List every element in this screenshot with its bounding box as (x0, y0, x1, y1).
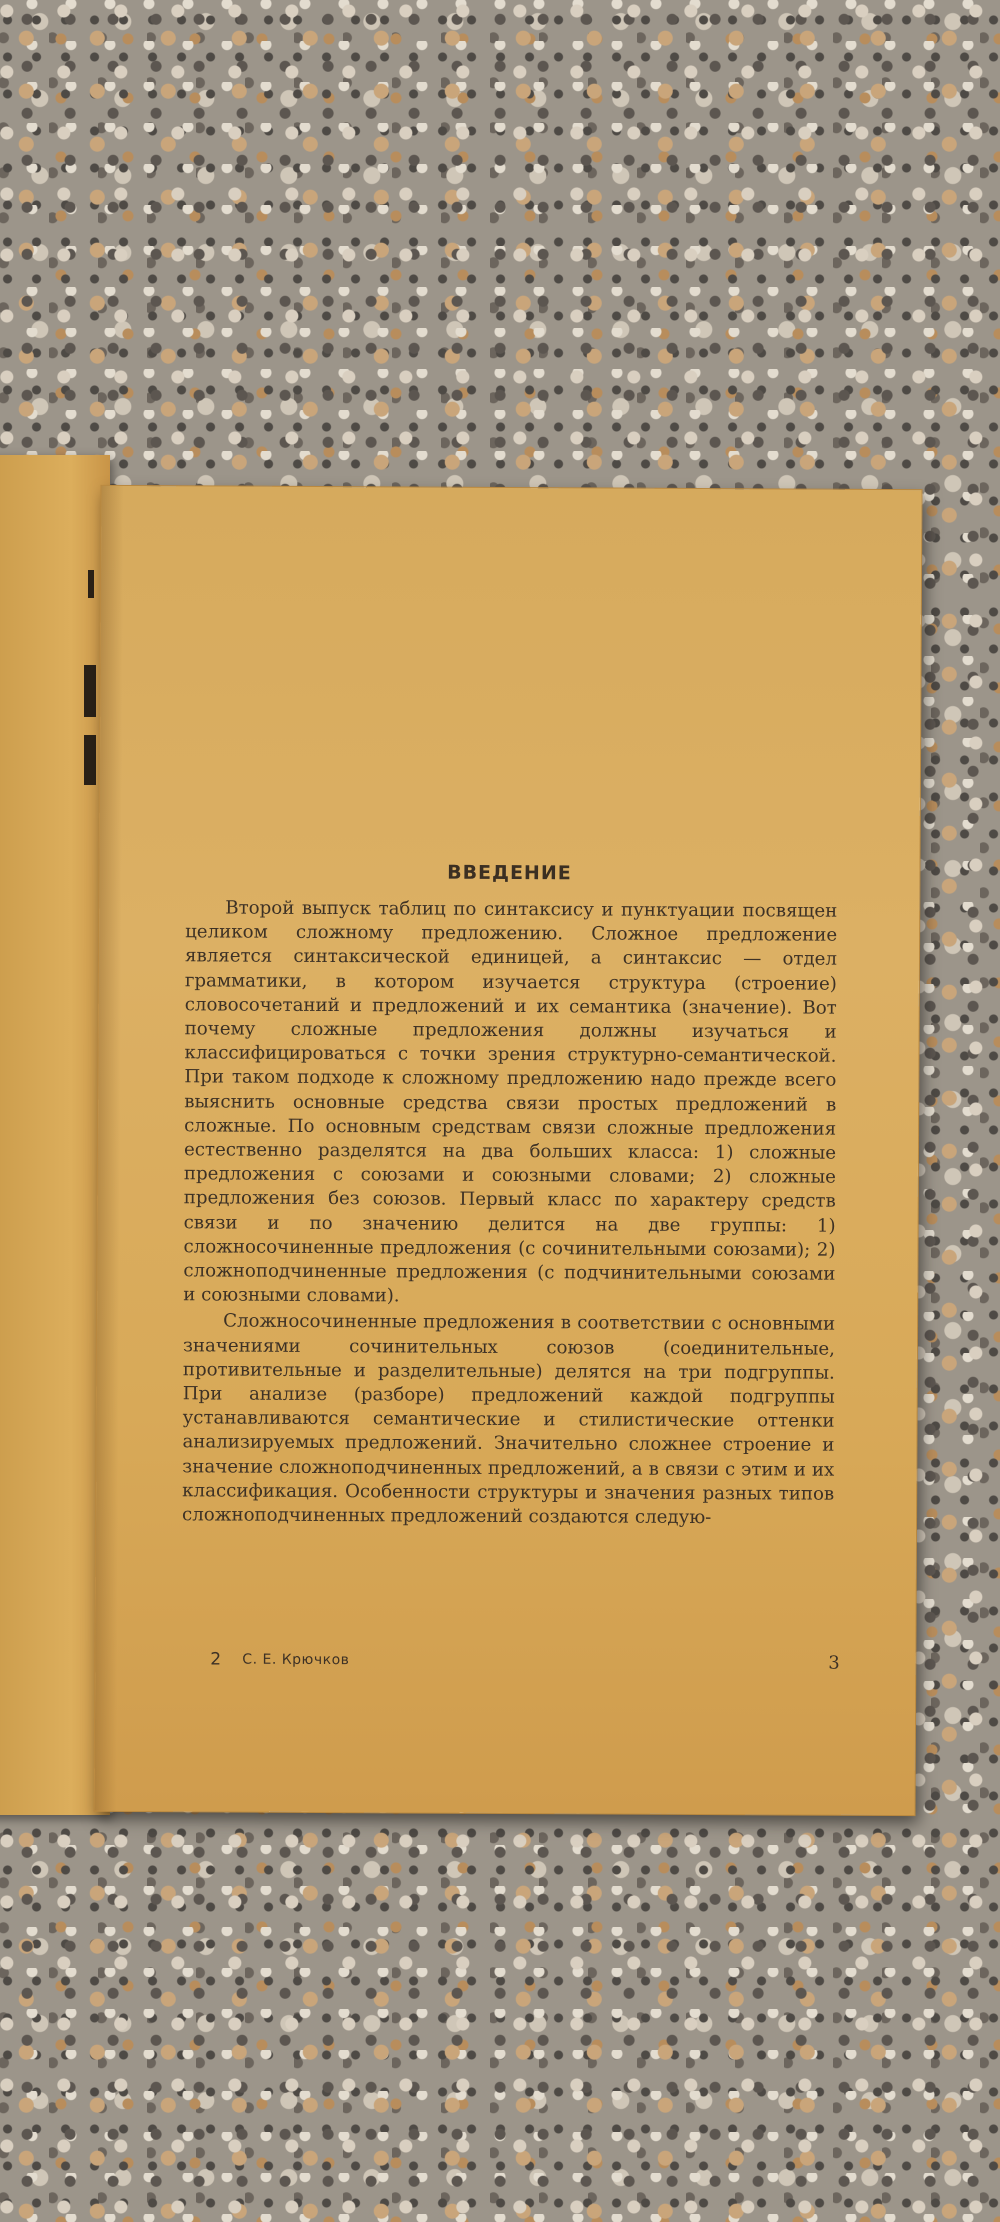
book-page (95, 486, 922, 1815)
print-mark (84, 665, 96, 717)
page-footer (95, 1649, 915, 1674)
signature-author: С. Е. Крючков (242, 1651, 350, 1669)
body-text (182, 896, 837, 1531)
previous-page-edge (0, 455, 110, 1815)
print-mark (84, 735, 96, 785)
section-title: ВВЕДЕНИЕ (447, 861, 572, 885)
paragraph-1: Второй выпуск таблиц по синтаксису и пунктуации посвящен целиком сложному предложению. Сложное предложение является синтаксической единицей, а синтаксис — отдел грамматики, в котором изучается структура (строение) словосочетаний и предложений и их семантика (значение). Вот почему сложные предложения должны изучаться и классифицироваться с точки зрения структурно-семантической. При таком подходе к сложному предложению надо прежде всего выяснить основные средства связи простых предложений в сложные. По основным средствам связи сложные предложения естественно разделятся на два больших класса: 1) сложные предложения с союзами и союзными словами; 2) сложные предложения без союзов. Первый класс по характеру средств связи и по значению делится на две группы: 1) сложносочиненные предложения (с сочинительными союзами); 2) сложноподчиненные предложения (с подчинительными союзами и союзными словами). (183, 897, 838, 1307)
page-number: 3 (828, 1652, 840, 1674)
signature-number: 2 (210, 1649, 222, 1670)
print-mark (88, 570, 94, 598)
paragraph-2: Сложносочиненные предложения в соответствии с основными значениями сочинительных союзов (соединительные, противительные и разделительные) делятся на три подгруппы. При анализе (разборе) предложений каждой подгруппы устанавливаются семантические и стилистические оттенки анализируемых предложений. Значительно сложнее строение и значение сложноподчиненных предложений, а в связи с этим и их классификация. Особенности структуры и значения разных типов сложноподчиненных предложений создаются следую- (182, 1310, 836, 1529)
